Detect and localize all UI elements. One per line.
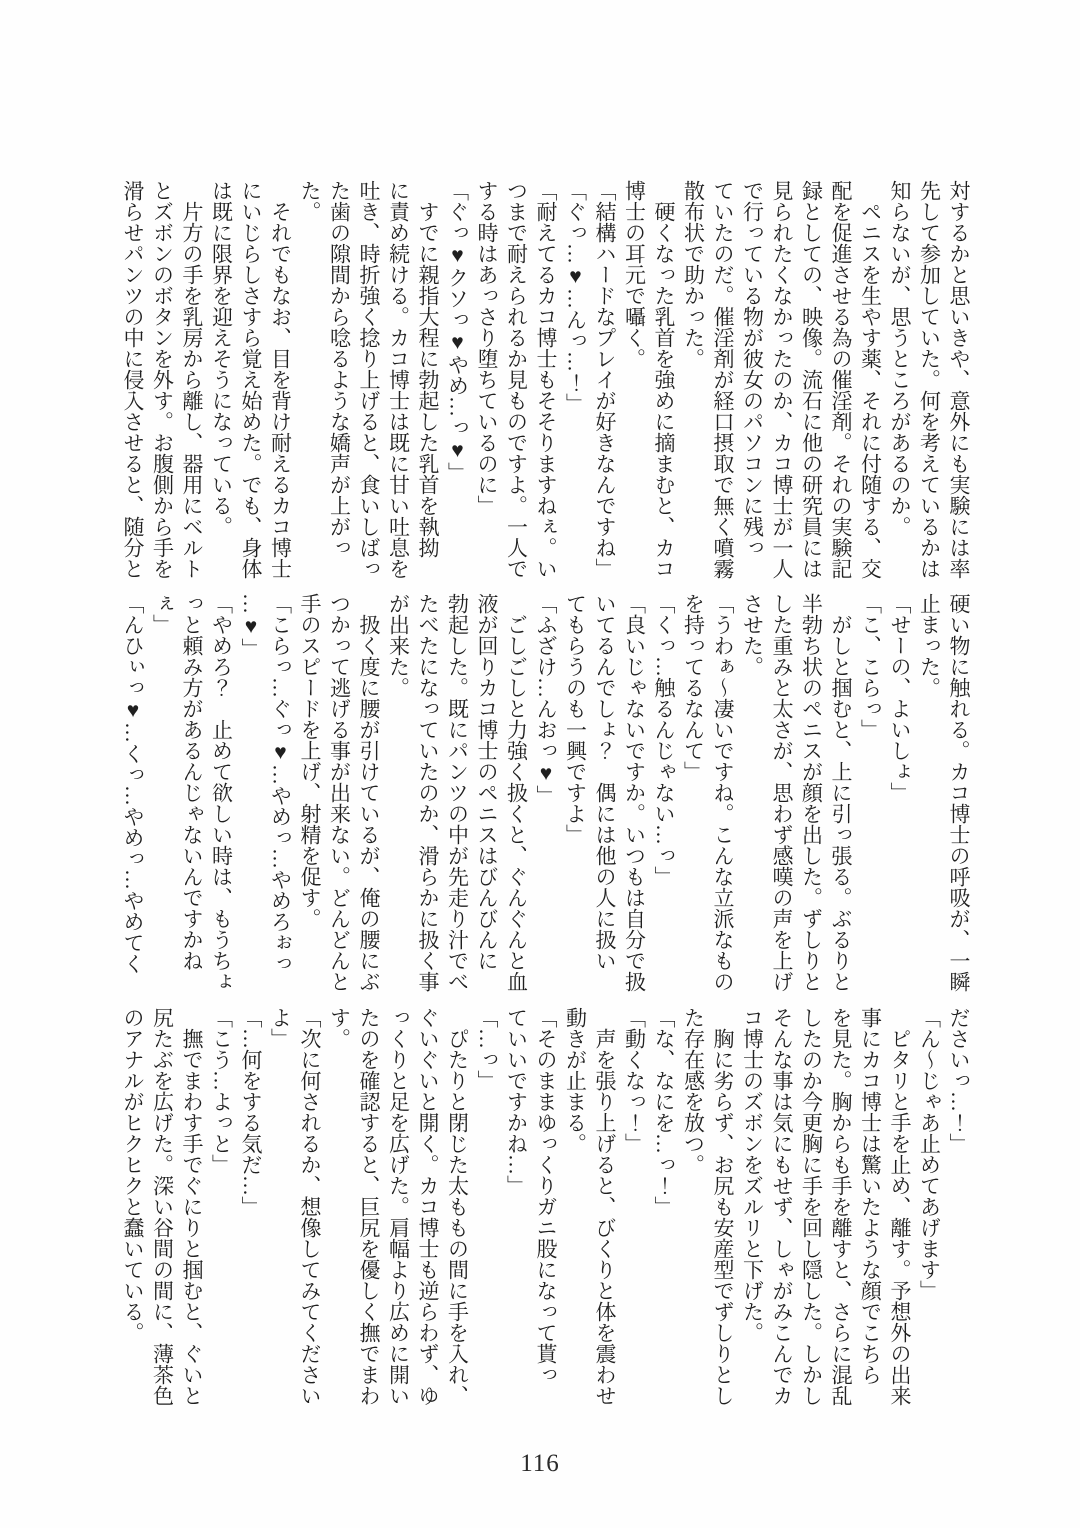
text-line: …♥」 bbox=[239, 593, 263, 659]
text-line: 撫でまわす手でぐにりと掴むと、ぐいと bbox=[180, 1007, 204, 1406]
text-line: 知らないが、思うところがあるのか。 bbox=[888, 180, 912, 537]
text-line: それでもなお、目を背け耐えるカコ博士 bbox=[268, 180, 293, 579]
text-line: 「動くなっ！」 bbox=[622, 1007, 647, 1154]
text-line: 事にカコ博士は驚いたような顔でこちら bbox=[858, 1007, 883, 1385]
text-line: てもらうのも一興ですよ」 bbox=[563, 593, 588, 845]
text-line: ていたのだ。催淫剤が経口摂取で無く噴霧 bbox=[711, 180, 735, 579]
text-line: 手のスピードを上げ、射精を促す。 bbox=[298, 593, 322, 929]
text-line: 「ぐっ♥クソっ♥やめ…っ♥」 bbox=[445, 180, 470, 483]
text-line: 半勃ち状のペニスが顔を出した。ずしりと bbox=[799, 593, 824, 992]
text-line: 「こ、こらっ」 bbox=[858, 593, 883, 740]
text-line: 扱く度に腰が引けているが、俺の腰にぶ bbox=[357, 593, 381, 992]
text-line: 声を張り上げると、びくりと体を震わせ bbox=[593, 1007, 617, 1406]
text-line: 液が回りカコ博士のペニスはびんびんに bbox=[475, 593, 499, 971]
text-line: 散布状で助かった。 bbox=[681, 180, 706, 369]
text-band-bottom bbox=[118, 1007, 974, 1407]
text-line: 「良いじゃないですか。いつもは自分で扱 bbox=[622, 593, 647, 992]
text-line: 先して参加していた。何を考えているかは bbox=[917, 180, 942, 579]
text-line: たべたになっていたのか、滑らかに扱く事 bbox=[416, 593, 440, 992]
text-line: たのを確認すると、巨尻を優しく撫でまわ bbox=[357, 1007, 381, 1406]
text-line: よ」 bbox=[268, 1007, 293, 1049]
text-line: が出来た。 bbox=[386, 593, 411, 698]
text-line: ピタリと手を止め、離す。予想外の出来 bbox=[888, 1007, 912, 1406]
text-line: 尻たぶを広げた。深い谷間の間に、薄茶色 bbox=[150, 1007, 175, 1406]
text-line: た存在感を放つ。 bbox=[681, 1007, 706, 1175]
text-line: ごしごしと力強く扱くと、ぐんぐんと血 bbox=[504, 593, 529, 992]
text-line: 「…っ」 bbox=[475, 1007, 499, 1091]
text-line: に責め続ける。カコ博士は既に甘い吐息を bbox=[386, 180, 411, 579]
text-line: すでに親指大程に勃起した乳首を執拗 bbox=[416, 180, 440, 558]
text-line: 片方の手を乳房から離し、器用にベルト bbox=[180, 180, 204, 579]
text-line: した重みと太さが、思わず感嘆の声を上げ bbox=[770, 593, 794, 992]
text-line: ペニスを生やす薬、それに付随する、交 bbox=[858, 180, 883, 579]
text-line: 「こらっ…ぐっ♥…やめっ…やめろぉっ bbox=[268, 593, 293, 974]
text-line: 滑らせパンツの中に侵入させると、随分と bbox=[121, 180, 145, 579]
text-line: ださいっ…！」 bbox=[947, 1007, 971, 1154]
text-line: する時はあっさり堕ちているのに」 bbox=[475, 180, 499, 516]
text-line: ぐいぐいと開く。カコ博士も逆らわず、ゆ bbox=[416, 1007, 440, 1406]
text-line: 対するかと思いきや、意外にも実験には率 bbox=[947, 180, 971, 579]
text-band-top bbox=[118, 180, 974, 580]
text-line: 「ぐっ…♥…んっ…！」 bbox=[563, 180, 588, 414]
text-line: 「くっ…触るんじゃない…っ」 bbox=[652, 593, 676, 887]
text-line: 「やめろ？ 止めて欲しい時は、もうちょ bbox=[209, 593, 234, 992]
text-line: にいじらしさすら覚え始めた。でも、身体 bbox=[239, 180, 263, 579]
text-line: したのか今更胸に手を回し隠した。しかし bbox=[799, 1007, 824, 1406]
text-line: 配を促進させる為の催淫剤。それの実験記 bbox=[829, 180, 853, 579]
text-line: つかって逃げる事が出来ない。どんどんと bbox=[327, 593, 352, 992]
text-line: とズボンのボタンを外す。お腹側から手を bbox=[150, 180, 175, 579]
text-line: で行っている物が彼女のパソコンに残っ bbox=[740, 180, 765, 558]
text-line: は既に限界を迎えそうになっている。 bbox=[209, 180, 234, 537]
page-number: 116 bbox=[520, 1450, 560, 1477]
text-line: させた。 bbox=[740, 593, 765, 677]
text-line: 胸に劣らず、お尻も安産型でずしりとし bbox=[711, 1007, 735, 1406]
text-line: 「こう…よっと」 bbox=[209, 1007, 234, 1175]
text-line: 「んひぃっ♥…くっ…やめっ…やめてく bbox=[121, 593, 145, 974]
text-line: 「な、なにを…っ！」 bbox=[652, 1007, 676, 1217]
text-line: 「次に何されるか、想像してみてください bbox=[298, 1007, 322, 1406]
text-line: 「耐えてるカコ博士もそそりますねぇ。い bbox=[534, 180, 558, 579]
text-line: そんな事は気にもせず、しゃがみこんでカ bbox=[770, 1007, 794, 1406]
text-line: 「せーの、よいしょ」 bbox=[888, 593, 912, 803]
text-line: 見られたくなかったのか、カコ博士が一人 bbox=[770, 180, 794, 579]
text-line: 「ん〜じゃあ止めてあげます」 bbox=[917, 1007, 942, 1301]
text-line: 硬い物に触れる。カコ博士の呼吸が、一瞬 bbox=[947, 593, 971, 992]
text-line: 「…何をする気だ…」 bbox=[239, 1007, 263, 1217]
text-line: 動きが止まる。 bbox=[563, 1007, 588, 1154]
text-line: 博士の耳元で囁く。 bbox=[622, 180, 647, 369]
text-line: ていいですかね…」 bbox=[504, 1007, 529, 1196]
text-line: ぴたりと閉じた太ももの間に手を入れ、 bbox=[445, 1007, 470, 1406]
text-line: す。 bbox=[327, 1007, 352, 1049]
text-line: を見た。胸からも手を離すと、さらに混乱 bbox=[829, 1007, 853, 1406]
text-line: コ博士のズボンをズルリと下げた。 bbox=[740, 1007, 765, 1343]
text-band-middle bbox=[118, 593, 974, 993]
text-line: っくりと足を広げた。肩幅より広めに開い bbox=[386, 1007, 411, 1406]
text-line: 止まった。 bbox=[917, 593, 942, 698]
text-line: 吐き、時折強く捻り上げると、食いしばっ bbox=[357, 180, 381, 579]
text-line: ぇ」 bbox=[150, 593, 175, 635]
text-line: た歯の隙間から唸るような嬌声が上がっ bbox=[327, 180, 352, 558]
text-line: つまで耐えられるか見ものですよ。一人で bbox=[504, 180, 529, 579]
text-line: 「そのままゆっくりガニ股になって貰っ bbox=[534, 1007, 558, 1385]
text-line: 「ふざけ…んおっ♥」 bbox=[534, 593, 558, 806]
text-line: 録としての、映像。流石に他の研究員には bbox=[799, 180, 824, 579]
text-line: を持ってるなんて」 bbox=[681, 593, 706, 782]
text-line: っと頼み方があるんじゃないんですかね bbox=[180, 593, 204, 971]
text-line: た。 bbox=[298, 180, 322, 222]
text-line: 勃起した。既にパンツの中が先走り汁でべ bbox=[445, 593, 470, 992]
text-line: 「結構ハードなプレイが好きなんですね」 bbox=[593, 180, 617, 579]
text-line: のアナルがヒクヒクと蠢いている。 bbox=[121, 1007, 145, 1343]
text-line: がしと掴むと、上に引っ張る。ぶるりと bbox=[829, 593, 853, 992]
text-line: いてるんでしょ？ 偶には他の人に扱い bbox=[593, 593, 617, 971]
text-line: 硬くなった乳首を強めに摘まむと、カコ bbox=[652, 180, 676, 579]
text-line: 「うわぁ〜凄いですね。こんな立派なもの bbox=[711, 593, 735, 992]
